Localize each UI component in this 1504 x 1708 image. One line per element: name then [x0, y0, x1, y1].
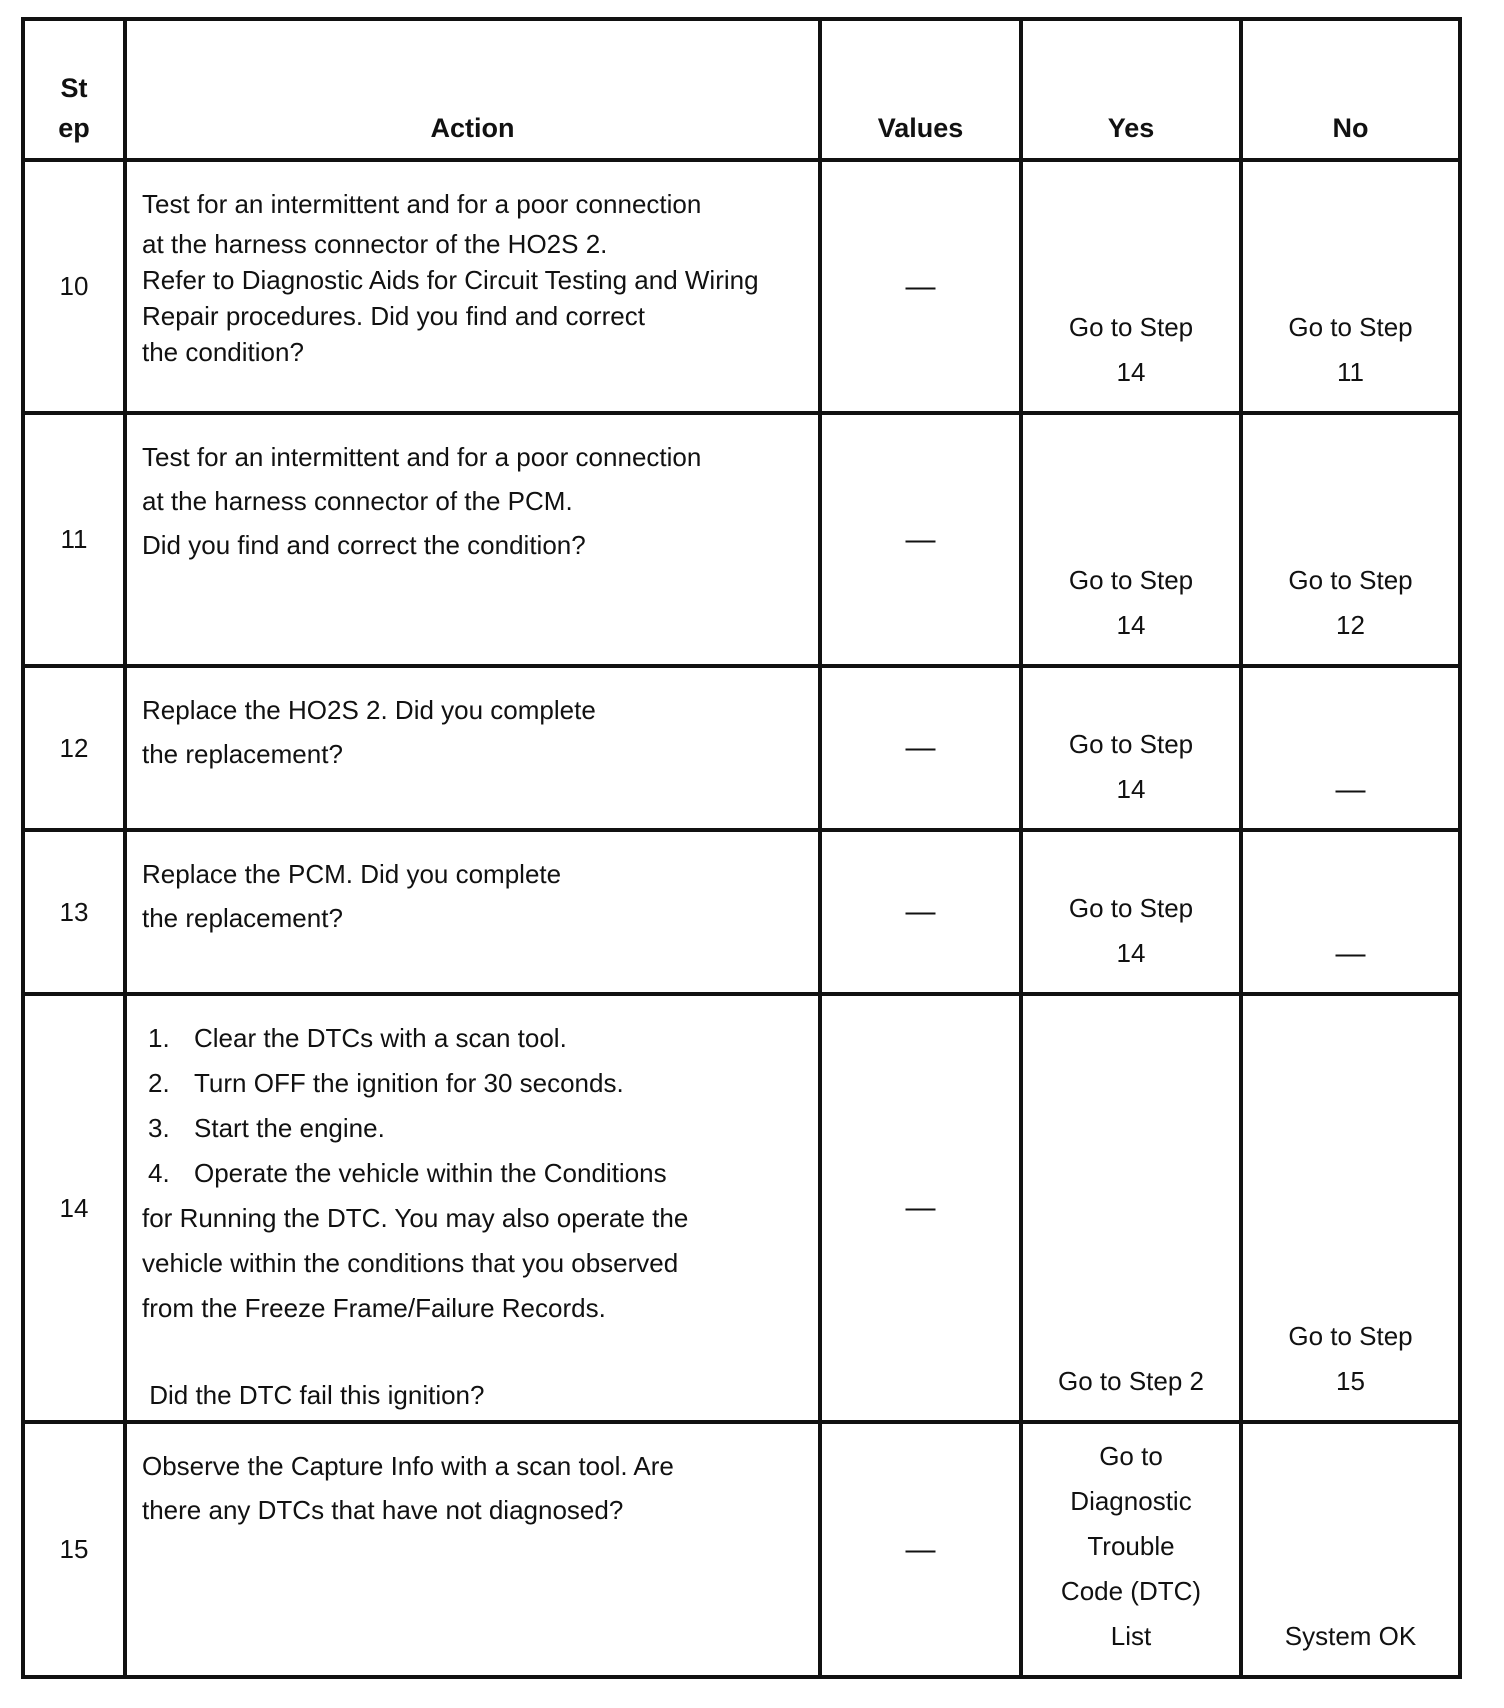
header-values: Values — [820, 19, 1021, 160]
no-line: 15 — [1336, 1366, 1365, 1396]
header-step-line2: ep — [58, 113, 90, 143]
action-cell — [125, 830, 820, 994]
action-line: Refer to Diagnostic Aids for Circuit Testing and Wiring — [142, 265, 759, 295]
action-line: vehicle within the conditions that you observed — [142, 1248, 679, 1278]
step-number: 11 — [23, 413, 125, 666]
yes-line: List — [1110, 1621, 1152, 1651]
no-cell — [1241, 830, 1460, 994]
list-item — [142, 1106, 806, 1151]
yes-line: Go to Step — [1068, 893, 1194, 923]
action-line: there any DTCs that have not diagnosed? — [142, 1495, 624, 1525]
action-cell — [125, 1422, 820, 1677]
yes-cell — [1021, 994, 1241, 1422]
no-cell — [1241, 666, 1460, 830]
action-line: Test for an intermittent and for a poor connection — [142, 189, 702, 219]
yes-line: Diagnostic — [1070, 1486, 1192, 1516]
yes-cell — [1021, 1422, 1241, 1677]
list-item-number: 2. — [148, 1068, 170, 1098]
list-item — [142, 1016, 806, 1061]
values-cell: — — [820, 830, 1021, 994]
header-step — [23, 19, 125, 160]
table-row-step-15 — [23, 1422, 1460, 1677]
list-item-number: 4. — [148, 1158, 170, 1188]
list-item-text: Clear the DTCs with a scan tool. — [194, 1023, 567, 1053]
action-line: the replacement? — [142, 903, 343, 933]
yes-cell — [1021, 666, 1241, 830]
values-cell: — — [820, 413, 1021, 666]
yes-line: Go to Step — [1068, 565, 1194, 595]
step-number: 13 — [23, 830, 125, 994]
yes-cell — [1021, 160, 1241, 413]
no-cell — [1241, 994, 1460, 1422]
table-row-step-13 — [23, 830, 1460, 994]
no-line: Go to Step — [1288, 1321, 1413, 1351]
header-step-line1: St — [60, 73, 88, 103]
step-number: 15 — [23, 1422, 125, 1677]
yes-line: Code (DTC) — [1060, 1576, 1202, 1606]
action-line: Observe the Capture Info with a scan tool. Are — [142, 1451, 674, 1481]
no-line: 11 — [1337, 357, 1364, 387]
yes-line: Trouble — [1087, 1531, 1175, 1561]
no-line: — — [1335, 773, 1366, 806]
table-row-step-11 — [23, 413, 1460, 666]
no-line: Go to Step — [1288, 312, 1413, 342]
values-cell: — — [820, 160, 1021, 413]
action-line: Did you find and correct the condition? — [142, 530, 586, 560]
yes-line: 14 — [1116, 357, 1146, 387]
action-line: the condition? — [142, 337, 304, 367]
no-cell — [1241, 1422, 1460, 1677]
header-no: No — [1241, 19, 1460, 160]
yes-line: 14 — [1116, 938, 1146, 968]
yes-line: 14 — [1116, 610, 1146, 640]
action-cell — [125, 994, 820, 1422]
yes-line: Go to — [1099, 1441, 1163, 1471]
yes-line: Go to Step 2 — [1058, 1366, 1204, 1396]
action-line: Replace the HO2S 2. Did you complete — [142, 695, 596, 725]
no-line: — — [1335, 937, 1366, 970]
header-yes: Yes — [1021, 19, 1241, 160]
action-question: Did the DTC fail this ignition? — [142, 1380, 485, 1410]
no-line: System OK — [1284, 1621, 1417, 1651]
no-line: 12 — [1336, 610, 1365, 640]
action-line: at the harness connector of the PCM. — [142, 486, 573, 516]
yes-cell — [1021, 413, 1241, 666]
yes-line: Go to Step — [1068, 312, 1194, 342]
step-number: 14 — [23, 994, 125, 1422]
action-cell — [125, 413, 820, 666]
action-cell — [125, 666, 820, 830]
action-line: Test for an intermittent and for a poor connection — [142, 442, 702, 472]
table-row-step-12 — [23, 666, 1460, 830]
list-item-text: Turn OFF the ignition for 30 seconds. — [194, 1068, 624, 1098]
action-line: the replacement? — [142, 739, 343, 769]
yes-cell — [1021, 830, 1241, 994]
action-line: for Running the DTC. You may also operate the — [142, 1203, 689, 1233]
yes-line: Go to Step — [1068, 729, 1194, 759]
yes-line: 14 — [1116, 774, 1146, 804]
list-item-number: 3. — [148, 1113, 170, 1143]
values-cell: — — [820, 994, 1021, 1422]
values-cell: — — [820, 666, 1021, 830]
header-action: Action — [125, 19, 820, 160]
action-steps-list — [142, 1016, 806, 1196]
action-line: Repair procedures. Did you find and correct — [142, 301, 645, 331]
values-cell: — — [820, 1422, 1021, 1677]
no-cell — [1241, 413, 1460, 666]
no-line: Go to Step — [1288, 565, 1413, 595]
list-item-text: Start the engine. — [194, 1113, 385, 1143]
list-item-number: 1. — [148, 1023, 170, 1053]
list-item — [142, 1061, 806, 1106]
action-line: from the Freeze Frame/Failure Records. — [142, 1293, 606, 1323]
no-cell — [1241, 160, 1460, 413]
table-row-step-10 — [23, 160, 1460, 413]
list-item — [142, 1151, 806, 1196]
header-row — [23, 19, 1460, 160]
step-number: 12 — [23, 666, 125, 830]
diagnostic-table — [21, 17, 1462, 1679]
action-cell — [125, 160, 820, 413]
action-line: Replace the PCM. Did you complete — [142, 859, 562, 889]
step-number: 10 — [23, 160, 125, 413]
action-line: at the harness connector of the HO2S 2. — [142, 229, 608, 259]
table-row-step-14 — [23, 994, 1460, 1422]
list-item-text: Operate the vehicle within the Conditions — [194, 1158, 667, 1188]
